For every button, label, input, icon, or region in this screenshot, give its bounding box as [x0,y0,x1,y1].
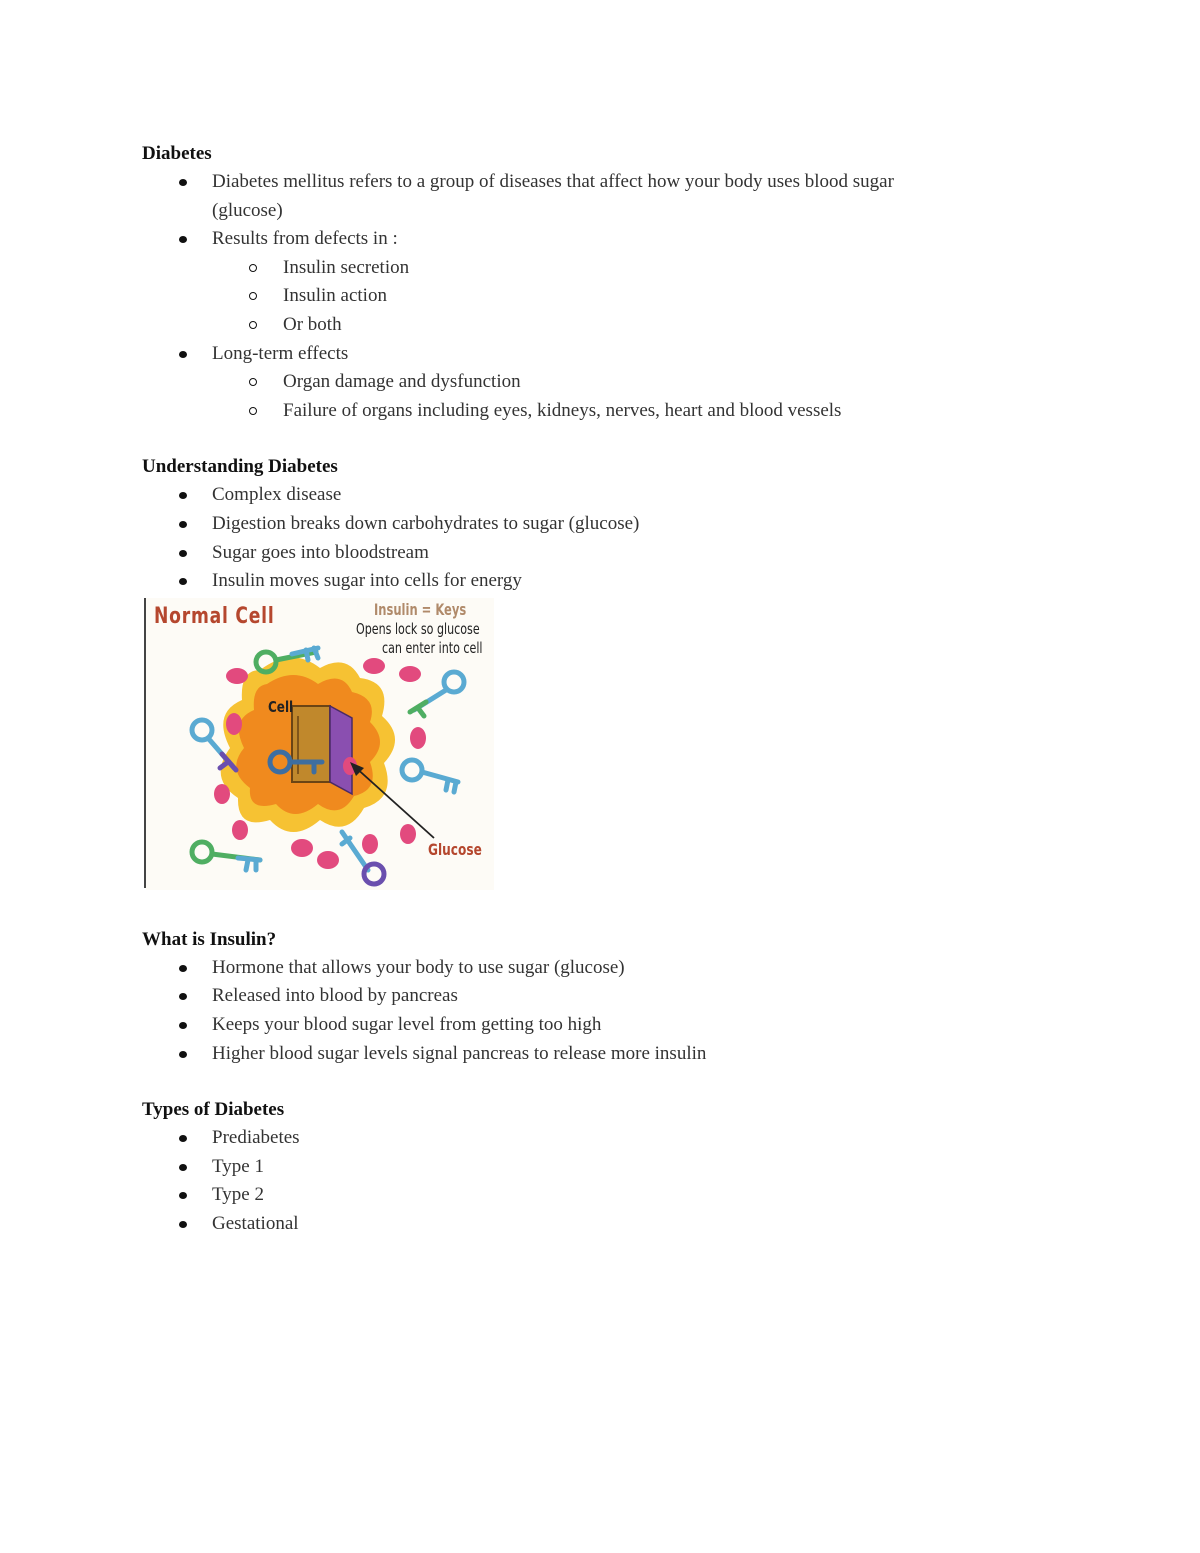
bullet-icon [179,1022,187,1029]
section-heading-insulin: What is Insulin? [142,928,277,950]
list-item: Long-term effects [142,340,1042,369]
caption-line-1: Opens lock so glucose [356,619,480,638]
section-heading-types: Types of Diabetes [142,1099,285,1121]
list-item: Type 2 [142,1181,1042,1210]
list-item: Results from defects in : [142,225,1042,254]
spacer [142,425,1042,453]
bullet-list [142,481,1042,595]
sub-list-item: Organ damage and dysfunction [142,368,1042,397]
list-item: Hormone that allows your body to use sugar (glucose) [142,954,1042,983]
list-item: Higher blood sugar levels signal pancreas to release more insulin [142,1040,1042,1069]
bullet-icon [179,1135,187,1142]
sub-list-item: Insulin action [142,282,1042,311]
bullet-icon [179,578,187,585]
insulin-keys-label: Insulin = Keys [374,599,467,619]
circle-bullet-icon [249,264,257,272]
figure-title: Normal Cell [154,603,275,629]
circle-bullet-icon [249,292,257,300]
bullet-icon [179,1051,187,1058]
bullet-icon [179,965,187,972]
bullet-icon [179,1164,187,1171]
list-item: Insulin moves sugar into cells for energy [142,567,1042,596]
bullet-icon [179,1221,187,1228]
circle-bullet-icon [249,378,257,386]
bullet-icon [179,550,187,557]
sub-list [142,254,1042,340]
list-item: Type 1 [142,1153,1042,1182]
cell-label: Cell [268,697,294,716]
list-item: Sugar goes into bloodstream [142,539,1042,568]
list-item: Keeps your blood sugar level from getting too high [142,1011,1042,1040]
sub-list-item: Or both [142,311,1042,340]
bullet-icon [179,236,187,243]
list-item: Released into blood by pancreas [142,982,1042,1011]
list-item: Complex disease [142,481,1042,510]
section-heading-understanding: Understanding Diabetes [142,456,338,478]
circle-bullet-icon [249,407,257,415]
section-heading-diabetes: Diabetes [142,143,212,164]
sub-list-item: Insulin secretion [142,254,1042,283]
normal-cell-figure [142,598,494,890]
bullet-list [142,1124,1042,1238]
bullet-icon [179,1192,187,1199]
sub-list-item: Failure of organs including eyes, kidneys, nerves, heart and blood vessels [142,397,1042,426]
list-item: Gestational [142,1210,1042,1239]
bullet-list [142,168,1042,254]
bullet-icon [179,993,187,1000]
bullet-icon [179,521,187,528]
bullet-icon [179,179,187,186]
bullet-list [142,340,1042,369]
sub-list [142,368,1042,425]
list-item: Digestion breaks down carbohydrates to sugar (glucose) [142,510,1042,539]
document-content [142,140,1042,1238]
bullet-icon [179,492,187,499]
circle-bullet-icon [249,321,257,329]
open-door-panel [330,706,352,794]
spacer [142,1068,1042,1096]
list-item: Prediabetes [142,1124,1042,1153]
caption-line-2: can enter into cell [382,638,483,657]
list-item: Diabetes mellitus refers to a group of diseases that affect how your body uses blood sugar (glucose) [142,168,1042,225]
bullet-icon [179,351,187,358]
spacer [142,890,1042,926]
bullet-list [142,954,1042,1068]
glucose-label: Glucose [428,839,482,859]
